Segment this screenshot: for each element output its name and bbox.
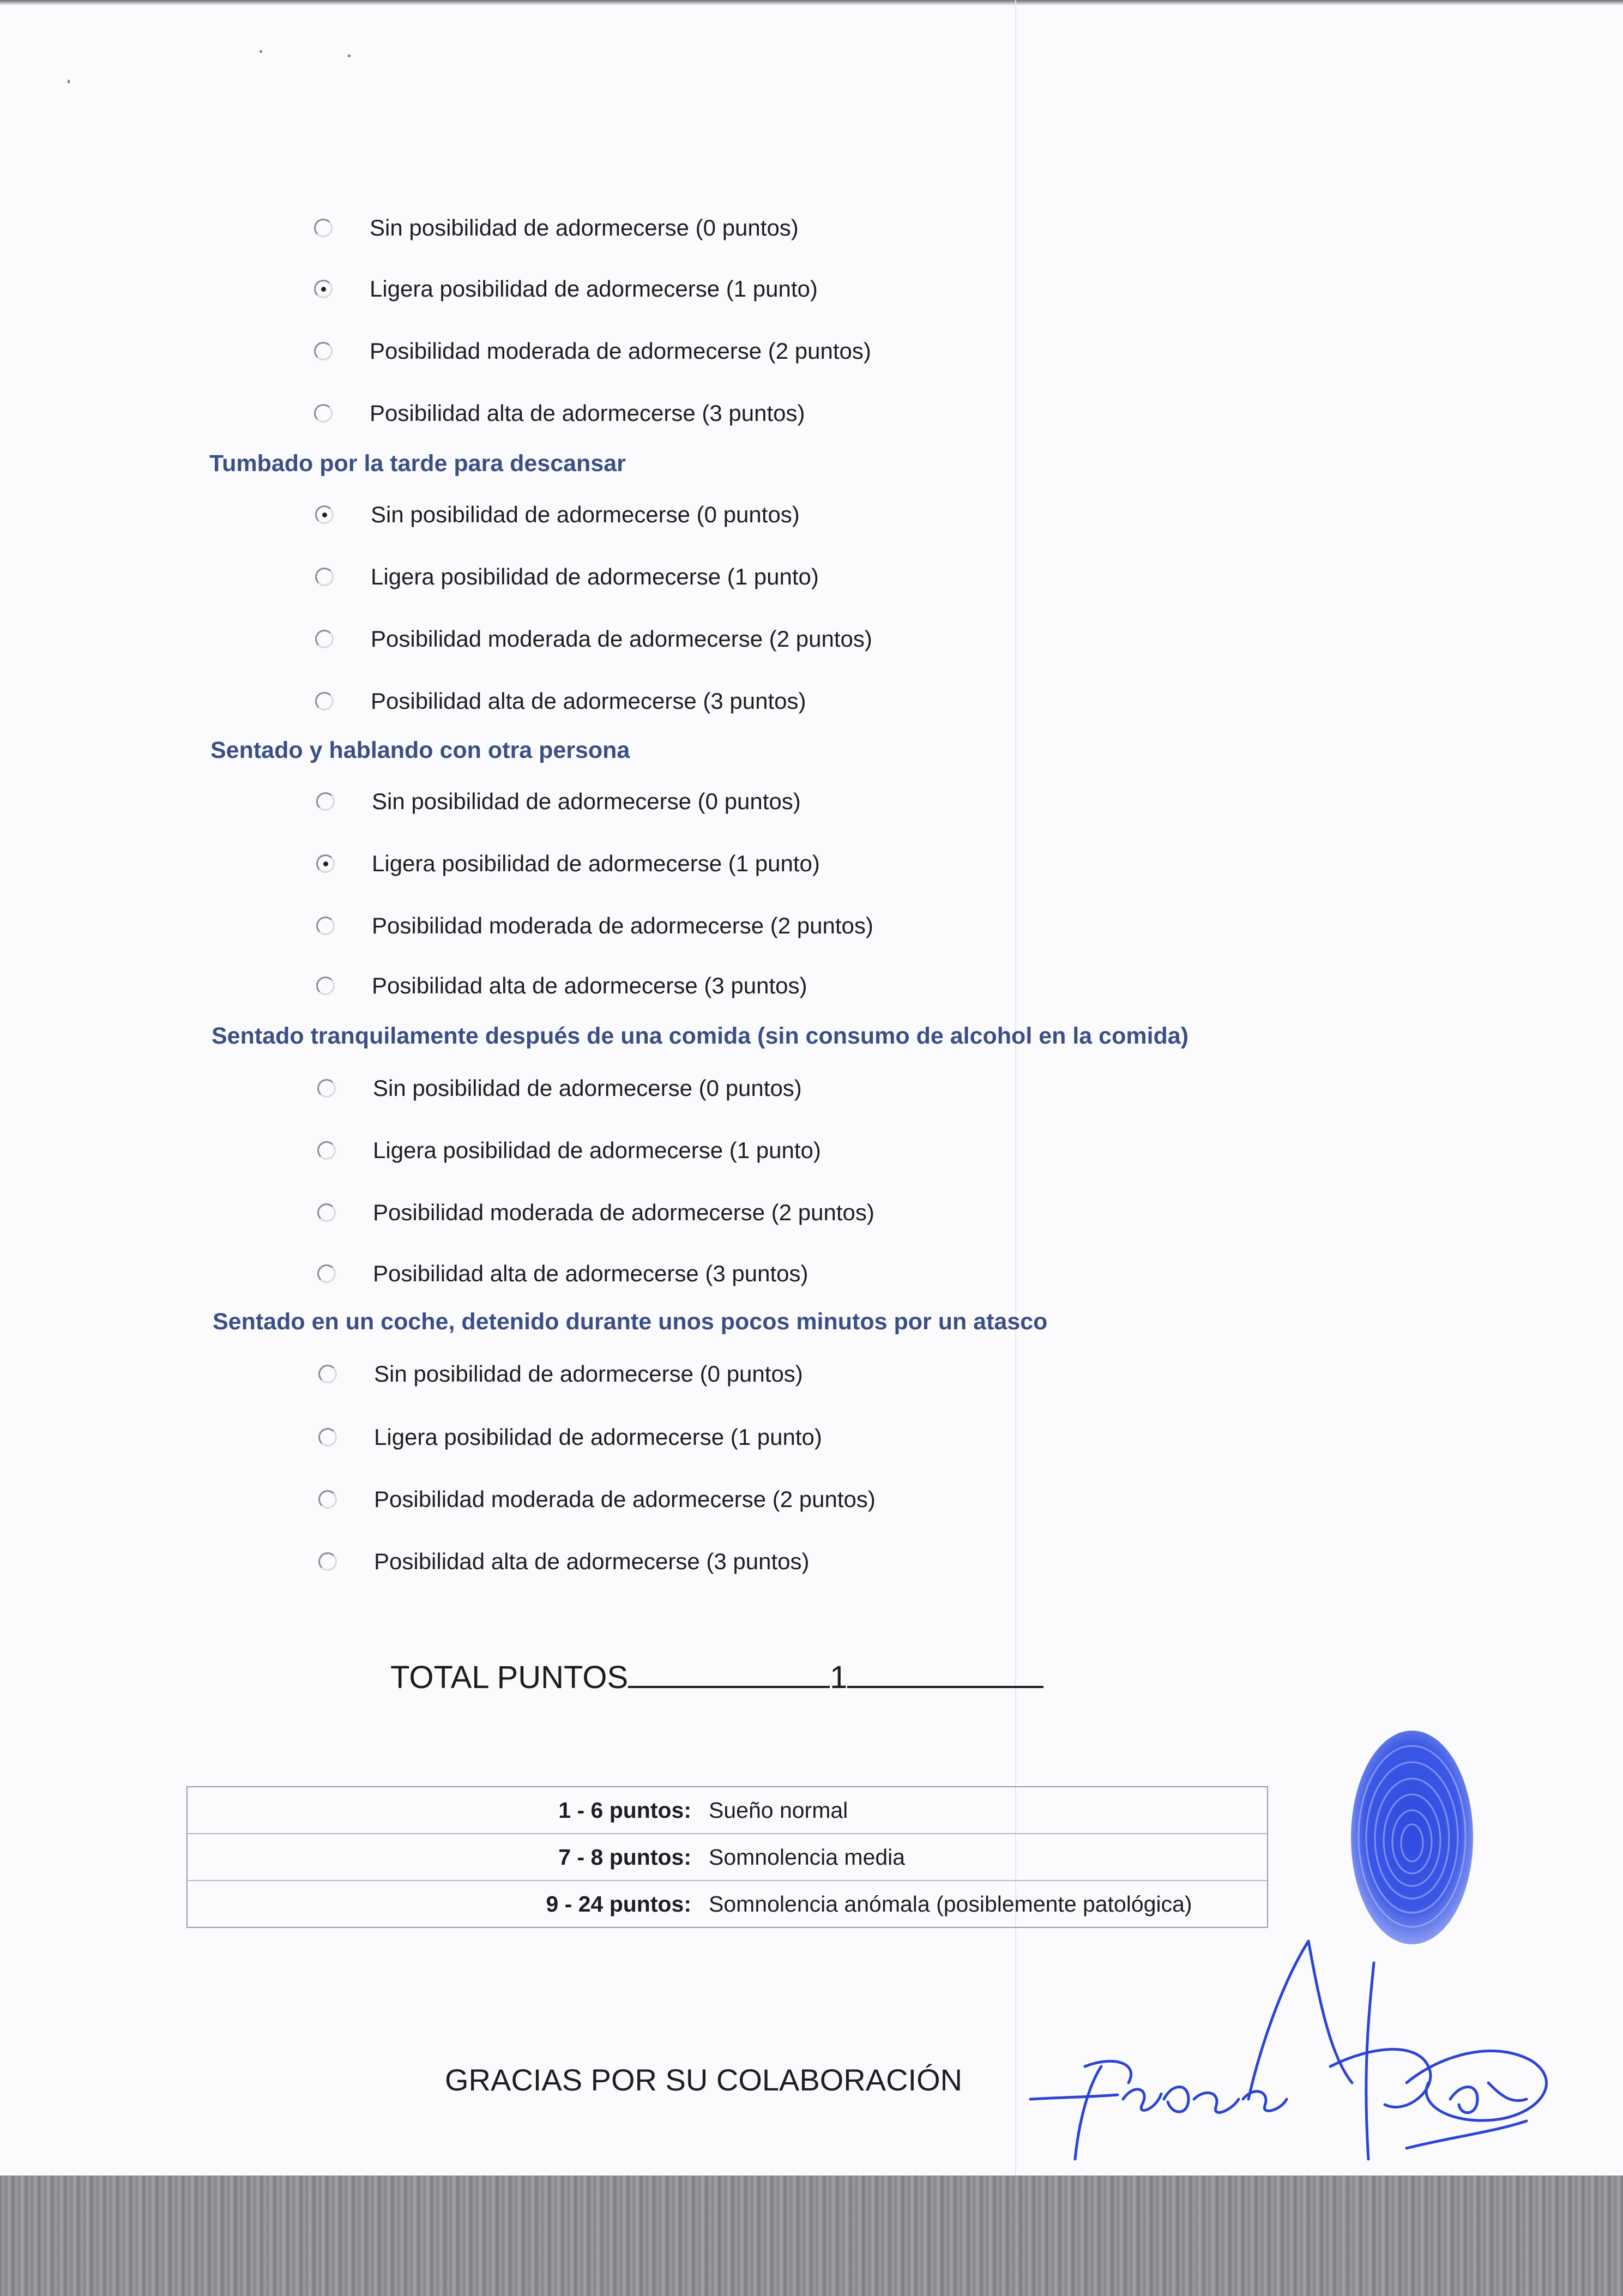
option-row[interactable] <box>314 274 818 304</box>
option-row[interactable] <box>318 1422 822 1453</box>
radio-button[interactable] <box>316 792 335 811</box>
option-row[interactable] <box>316 786 801 817</box>
option-row[interactable] <box>317 1197 874 1228</box>
option-label: Posibilidad moderada de adormecerse (2 puntos) <box>373 1200 874 1225</box>
score-legend-table <box>186 1786 1268 1928</box>
option-row[interactable] <box>317 1258 808 1289</box>
option-row[interactable] <box>315 624 872 654</box>
radio-button[interactable] <box>316 977 335 995</box>
option-row[interactable] <box>315 499 800 530</box>
radio-button[interactable] <box>317 1079 336 1098</box>
handwritten-signature <box>1025 1919 1570 2170</box>
scan-speck <box>68 80 70 83</box>
option-row[interactable] <box>315 562 819 592</box>
option-label: Ligera posibilidad de adormecerse (1 punto) <box>374 1424 822 1450</box>
option-label: Posibilidad moderada de adormecerse (2 puntos) <box>371 626 872 652</box>
option-row[interactable] <box>316 911 873 941</box>
scan-background <box>0 2176 1623 2296</box>
legend-row <box>188 1787 1267 1834</box>
option-row[interactable] <box>317 1135 821 1166</box>
radio-button[interactable] <box>317 1203 336 1222</box>
legend-description: Somnolencia anómala (posiblemente patológica) <box>709 1891 1192 1917</box>
option-row[interactable] <box>318 1359 803 1389</box>
closing-message: GRACIAS POR SU COLABORACIÓN <box>445 2063 963 2097</box>
option-label: Ligera posibilidad de adormecerse (1 punto) <box>373 1137 821 1163</box>
option-label: Posibilidad moderada de adormecerse (2 puntos) <box>370 338 871 364</box>
option-label: Sin posibilidad de adormecerse (0 puntos) <box>373 1075 802 1101</box>
option-row[interactable] <box>314 398 805 429</box>
option-row[interactable] <box>316 848 820 879</box>
option-label: Posibilidad alta de adormecerse (3 puntos) <box>372 973 807 998</box>
radio-button[interactable] <box>315 630 334 648</box>
total-underline-left <box>628 1658 830 1688</box>
total-value: 1 <box>830 1660 848 1695</box>
radio-button[interactable] <box>314 219 333 237</box>
radio-button[interactable] <box>318 1490 337 1509</box>
radio-button[interactable] <box>318 1552 337 1571</box>
option-row[interactable] <box>318 1484 876 1515</box>
option-label: Posibilidad moderada de adormecerse (2 puntos) <box>374 1486 876 1512</box>
option-label: Ligera posibilidad de adormecerse (1 punto) <box>370 276 818 302</box>
radio-button[interactable] <box>315 568 334 586</box>
legend-range: 1 - 6 puntos: <box>558 1797 691 1823</box>
question-title: Tumbado por la tarde para descansar <box>209 450 626 477</box>
radio-button[interactable] <box>315 692 334 710</box>
legend-range: 9 - 24 puntos: <box>546 1891 691 1917</box>
option-label: Sin posibilidad de adormecerse (0 puntos) <box>370 215 799 240</box>
option-label: Posibilidad alta de adormecerse (3 puntos) <box>374 1548 810 1574</box>
total-label: TOTAL PUNTOS <box>390 1660 629 1695</box>
option-row[interactable] <box>314 336 871 366</box>
option-label: Sin posibilidad de adormecerse (0 puntos) <box>372 788 801 814</box>
option-label: Posibilidad alta de adormecerse (3 puntos) <box>373 1261 809 1286</box>
question-title: Sentado y hablando con otra persona <box>210 737 630 763</box>
radio-button[interactable] <box>317 1141 336 1160</box>
option-row[interactable] <box>314 213 799 243</box>
legend-description: Somnolencia media <box>709 1844 906 1870</box>
total-underline-right <box>847 1658 1043 1688</box>
option-row[interactable] <box>316 971 807 1001</box>
total-points <box>390 1658 1043 1696</box>
radio-button[interactable] <box>314 342 333 360</box>
legend-description: Sueño normal <box>709 1797 848 1823</box>
radio-button[interactable] <box>317 1264 336 1283</box>
option-row[interactable] <box>318 1546 809 1577</box>
radio-button[interactable] <box>315 505 334 524</box>
option-row[interactable] <box>317 1073 802 1104</box>
legend-range: 7 - 8 puntos: <box>558 1844 691 1870</box>
radio-button[interactable] <box>316 854 335 873</box>
option-label: Posibilidad moderada de adormecerse (2 puntos) <box>372 913 873 938</box>
paper-top-edge <box>0 0 1623 5</box>
option-label: Ligera posibilidad de adormecerse (1 punto) <box>371 564 819 589</box>
option-label: Ligera posibilidad de adormecerse (1 punto) <box>372 851 820 876</box>
scan-speck <box>260 50 262 53</box>
radio-button[interactable] <box>318 1365 337 1383</box>
question-title: Sentado tranquilamente después de una comida (sin consumo de alcohol en la comida) <box>212 1023 1189 1049</box>
legend-row <box>188 1834 1267 1881</box>
radio-button[interactable] <box>314 280 333 298</box>
option-label: Posibilidad alta de adormecerse (3 puntos) <box>371 688 806 714</box>
radio-button[interactable] <box>318 1428 337 1447</box>
option-label: Sin posibilidad de adormecerse (0 puntos) <box>371 502 800 527</box>
radio-button[interactable] <box>314 404 333 423</box>
question-title: Sentado en un coche, detenido durante unos pocos minutos por un atasco <box>213 1309 1048 1335</box>
radio-button[interactable] <box>316 917 335 935</box>
option-label: Posibilidad alta de adormecerse (3 puntos) <box>370 400 805 426</box>
option-row[interactable] <box>315 686 806 716</box>
option-label: Sin posibilidad de adormecerse (0 puntos) <box>374 1361 803 1387</box>
scan-speck <box>348 55 351 57</box>
